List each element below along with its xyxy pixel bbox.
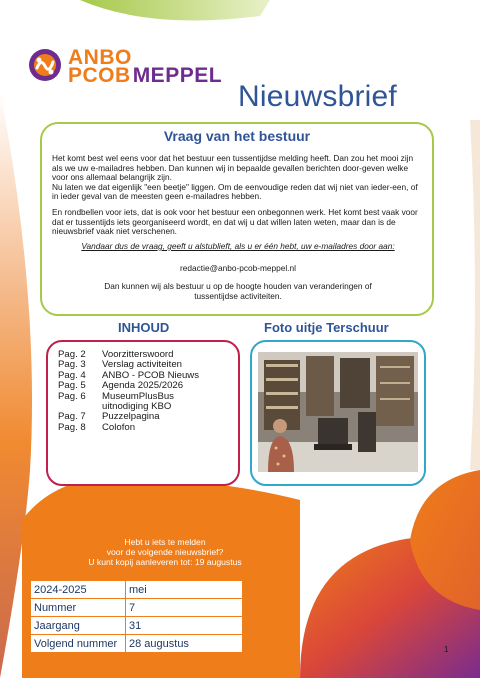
bestuur-request: Vandaar dus de vraag, geeft u alstublieft, als u er één hebt, uw e-mailadres door aan: xyxy=(81,241,395,251)
toc-row[interactable] xyxy=(58,423,232,433)
toc-page: Pag. 2 xyxy=(58,349,86,360)
toc-label: Verslag activiteiten xyxy=(102,359,182,371)
toc-page: Pag. 8 xyxy=(58,421,86,433)
bestuur-para1: Het komt best wel eens voor dat het bestuur een tussentijdse melding heeft. Dan zou het mooi zijn als we uw e-mailadres hebben. Dan kunnen wij in bepaalde gevallen berichten door-geven welke voor ons allemaal belangrijk zijn. xyxy=(52,153,414,183)
toc-label: ANBO - PCOB Nieuws xyxy=(102,369,200,381)
toc-label: Voorzitterswoord xyxy=(102,349,174,360)
table-key: Volgend nummer xyxy=(31,635,126,653)
message-line3: U kunt kopij aanleveren tot: 19 augustus xyxy=(88,557,242,567)
logo-pcob-meppel-text xyxy=(68,64,222,88)
table-of-contents xyxy=(58,350,232,433)
toc-label: uitnodiging KBO xyxy=(102,401,172,413)
bestuur-para2: Nu laten we dat eigenlijk "een beetje" liggen. Om de eenvoudige reden dat wij niet van ieder-een, of in ieder geval van de meesten geen e-mailadres hebben. xyxy=(52,181,418,202)
toc-label: MuseumPlusBus xyxy=(102,390,174,402)
logo-pcob: PCOB xyxy=(68,64,131,87)
toc-label: Puzzelpagina xyxy=(102,411,160,423)
table-row xyxy=(31,581,243,599)
bestuur-email[interactable]: redactie@anbo-pcob-meppel.nl xyxy=(180,263,296,273)
logo-meppel: MEPPEL xyxy=(132,64,223,87)
table-key: Jaargang xyxy=(31,617,126,635)
toc-page: Pag. 4 xyxy=(58,369,86,381)
museum-photo xyxy=(258,352,418,472)
table-row xyxy=(31,635,243,653)
table-row xyxy=(31,617,243,635)
newsletter-title: Nieuwsbrief xyxy=(238,80,397,113)
toc-page: Pag. 6 xyxy=(58,390,86,402)
bestuur-closing-2: tussentijdse activiteiten. xyxy=(194,291,282,301)
inhoud-heading: INHOUD xyxy=(118,320,170,335)
table-row xyxy=(31,599,243,617)
toc-page: Pag. 5 xyxy=(58,380,86,392)
foto-heading: Foto uitje Terschuur xyxy=(264,320,389,335)
toc-label: Colofon xyxy=(102,421,136,433)
table-key: 2024-2025 xyxy=(31,581,126,599)
table-value: 28 augustus xyxy=(126,635,243,653)
bestuur-para3: En rondbellen voor iets, dat is ook voor het bestuur een onbegonnen werk. Het komt best vaak voor dat er tussentijds iets georganiseerd wordt, en dat wij u dat willen laten weten, maar dan is de nieuwsbrief vaak niet verschenen. xyxy=(52,206,418,237)
toc-page: Pag. 3 xyxy=(58,359,86,371)
message-line2: voor de volgende nieuwsbrief? xyxy=(106,547,224,557)
bestuur-closing-1: Dan kunnen wij als bestuur u op de hoogte houden van veranderingen of xyxy=(104,281,372,291)
bestuur-body xyxy=(52,154,424,243)
message-line1: Hebt u iets te melden xyxy=(124,537,206,547)
toc-label: Agenda 2025/2026 xyxy=(102,380,184,392)
logo-anbo-text: ANBO xyxy=(68,46,132,69)
table-key: Nummer xyxy=(31,599,126,617)
toc-page: Pag. 7 xyxy=(58,411,86,423)
anbo-pcob-logo-icon xyxy=(28,48,62,82)
table-value: 31 xyxy=(126,617,243,635)
table-value: mei xyxy=(126,581,243,599)
edition-info-table xyxy=(30,580,243,653)
bestuur-heading: Vraag van het bestuur xyxy=(163,128,311,144)
page-number: 1 xyxy=(444,645,449,654)
table-value: 7 xyxy=(126,599,243,617)
